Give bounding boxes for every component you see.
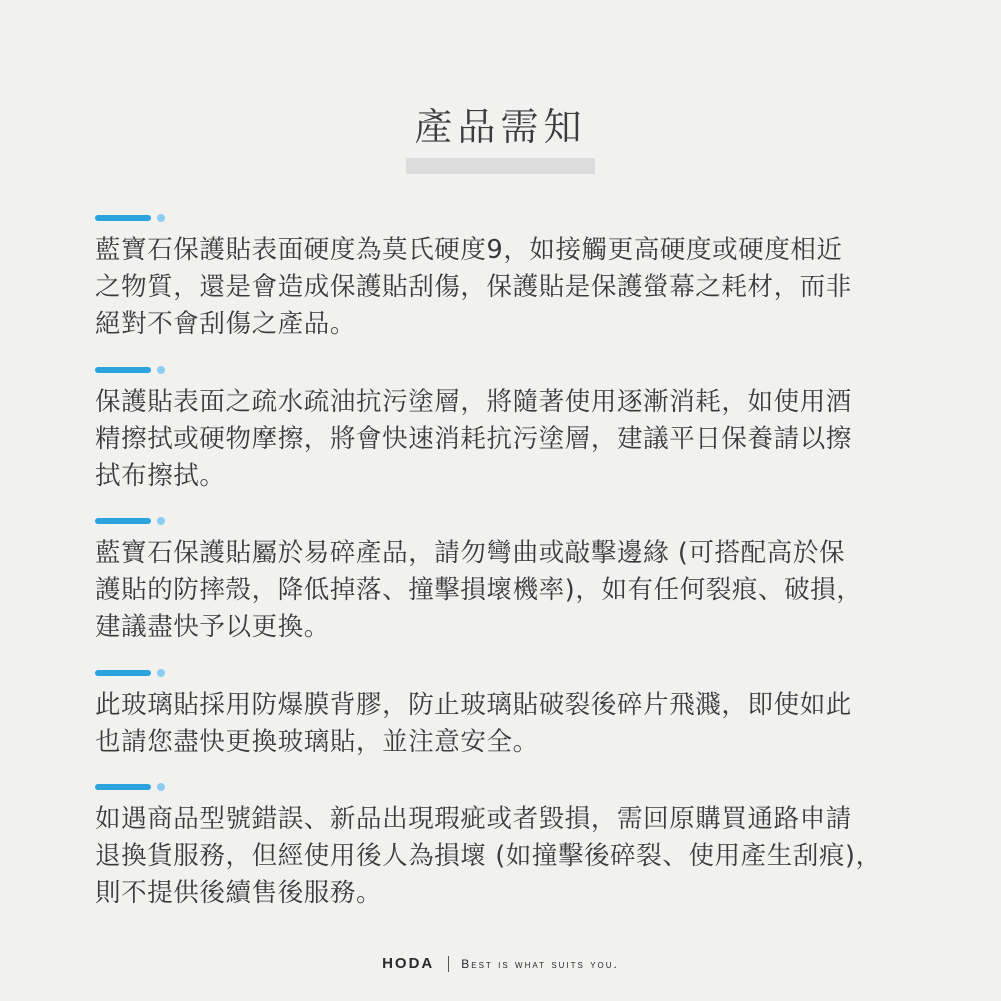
- section-marker: [95, 668, 925, 678]
- footer: [0, 955, 1001, 972]
- notice-line: 藍寶石保護貼表面硬度為莫氏硬度9，如接觸更高硬度或硬度相近: [95, 235, 843, 265]
- notice-text: [95, 384, 925, 495]
- notice-line: 藍寶石保護貼屬於易碎產品，請勿彎曲或敲擊邊緣 (可搭配高於保: [95, 538, 846, 568]
- notice-text: [95, 801, 925, 912]
- title-underline: [406, 158, 595, 174]
- section-marker: [95, 782, 925, 792]
- notice-line: 退換貨服務，但經使用後人為損壞 (如撞擊後碎裂、使用產生刮痕)，: [95, 841, 882, 871]
- notice-line: 拭布擦拭。: [95, 461, 226, 491]
- brand-logo: HODA: [382, 955, 435, 972]
- notice-text: [95, 232, 925, 343]
- section-marker: [95, 365, 925, 375]
- notice-text: [95, 535, 925, 646]
- notice-line: 之物質，還是會造成保護貼刮傷，保護貼是保護螢幕之耗材，而非: [95, 272, 852, 302]
- notice-section-2: [95, 365, 925, 495]
- notice-line: 精擦拭或硬物摩擦，將會快速消耗抗污塗層，建議平日保養請以擦: [95, 424, 852, 454]
- notice-section-1: [95, 213, 925, 343]
- notice-section-4: [95, 668, 925, 761]
- notice-line: 此玻璃貼採用防爆膜背膠，防止玻璃貼破裂後碎片飛濺，即使如此: [95, 690, 852, 720]
- notice-line: 也請您盡快更換玻璃貼，並注意安全。: [95, 727, 539, 757]
- notice-line: 如遇商品型號錯誤、新品出現瑕疵或者毀損，需回原購買通路申請: [95, 804, 852, 834]
- notice-line: 絕對不會刮傷之產品。: [95, 309, 357, 339]
- notice-line: 護貼的防摔殼，降低掉落、撞擊損壞機率)，如有任何裂痕、破損，: [95, 575, 863, 605]
- section-marker: [95, 213, 925, 223]
- notice-text: [95, 687, 925, 761]
- page-title: 產品需知: [414, 105, 587, 149]
- brand-tagline: Best is what suits you.: [461, 956, 619, 971]
- notice-line: 則不提供後續售後服務。: [95, 878, 383, 908]
- notice-line: 保護貼表面之疏水疏油抗污塗層，將隨著使用逐漸消耗，如使用酒: [95, 387, 852, 417]
- footer-divider: [448, 956, 449, 972]
- section-marker: [95, 516, 925, 526]
- notice-section-3: [95, 516, 925, 646]
- notice-line: 建議盡快予以更換。: [95, 612, 330, 642]
- notice-section-5: [95, 782, 925, 912]
